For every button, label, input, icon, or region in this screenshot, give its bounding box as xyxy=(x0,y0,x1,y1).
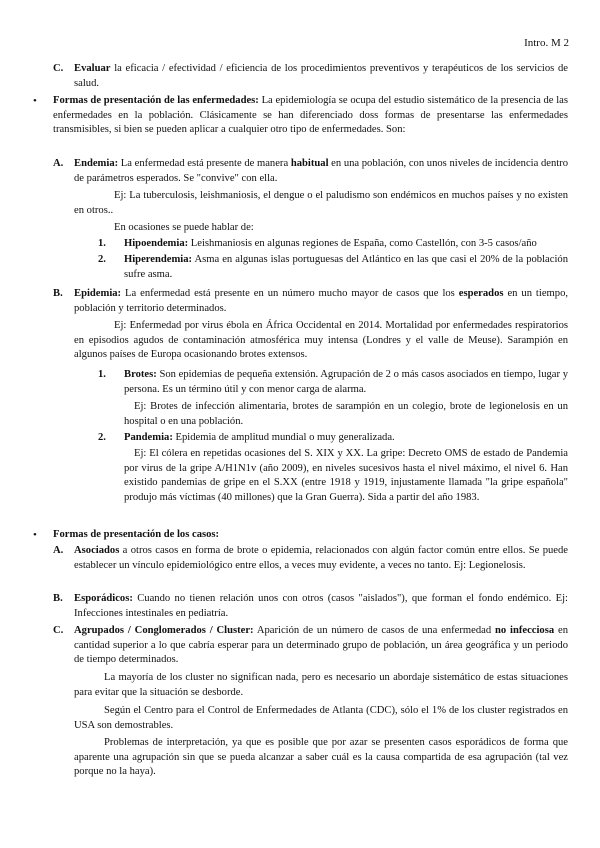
hiperendemia-num: 2. xyxy=(98,254,106,265)
epidemia-label: B. xyxy=(53,288,63,299)
pandemia-item xyxy=(124,431,568,446)
agrupados-item xyxy=(74,624,568,668)
pandemia-title: Pandemia: xyxy=(124,432,173,443)
formas-enfermedades-intro xyxy=(53,94,568,138)
endemia-example: Ej: La tuberculosis, leishmaniosis, el dengue o el paludismo son endémicos en muchos países y no existen en otros.. xyxy=(74,190,568,216)
asociados-title: Asociados xyxy=(74,545,120,556)
asociados-label: A. xyxy=(53,545,64,556)
endemia-text-2: en una población, con unos niveles de incidencia dentro de parámetros esperados. Se "convive" con ella. xyxy=(74,158,569,184)
endemia-note: En ocasiones se puede hablar de: xyxy=(114,222,254,233)
esporadicos-text: Cuando no tienen relación unos con otros (casos "aislados"), que forman el fondo endémico. Ej: Infecciones intestinales en pediatría. xyxy=(74,593,568,619)
agrupados-text-1: Aparición de un número de casos de una enfermedad xyxy=(253,625,495,636)
agrupados-text-2: en cantidad superior a lo que cabría esperar para un determinado grupo de población, un área geográfica y un periodo de tiempo determinados. xyxy=(74,625,568,666)
formas-casos-title: Formas de presentación de los casos: xyxy=(53,529,220,540)
endemia-label: A. xyxy=(53,158,64,169)
agrupados-title: Agrupados / Conglomerados / Cluster: xyxy=(74,625,254,636)
pandemia-num: 2. xyxy=(98,432,106,443)
brotes-num: 1. xyxy=(98,369,106,380)
section-title: Formas de presentación de las enfermedades: xyxy=(53,95,259,106)
endemia-title: Endemia: xyxy=(74,158,119,169)
endemia-definition xyxy=(74,157,568,186)
agrupados-paragraph-1: La mayoría de los cluster no significan nada, pero es necesario un abordaje sistemático de estas situaciones para evitar que la situación se desborde. xyxy=(74,672,568,698)
epidemia-definition xyxy=(74,287,568,316)
item-c-label: C. xyxy=(53,63,64,74)
agrupados-label: C. xyxy=(53,625,64,636)
epidemia-title: Epidemia: xyxy=(74,288,122,299)
brotes-item xyxy=(124,368,568,397)
hiperendemia-title: Hiperendemia: xyxy=(124,254,193,265)
agrupados-paragraph-2: Según el Centro para el Control de Enfermedades de Atlanta (CDC), sólo el 1% de los cluster registrados en USA son demostrables. xyxy=(74,705,568,731)
asociados-text: a otros casos en forma de brote o epidemia, relacionados con algún factor común entre ellos. Se puede establecer un vínculo epidemiológico entre ellos, a veces muy evidente, a veces no tanto. Ej: Legionelosis. xyxy=(74,545,568,571)
bullet: • xyxy=(33,95,37,107)
epidemia-bold: esperados xyxy=(458,288,504,299)
epidemia-example: Ej: Enfermedad por virus ébola en África Occidental en 2014. Mortalidad por enfermedades respiratorios en episodios agudos de contaminación atmosférica muy intensa (Londres y el valle de Meuse). Sarampión en algunos países de Europa ocasionando brotes extensos. xyxy=(74,320,568,361)
item-c-text: la eficacia / efectividad / eficiencia de los procedimientos preventivos y terapéuticos de los servicios de salud. xyxy=(74,63,568,89)
bullet: • xyxy=(33,529,37,541)
item-c-title: Evaluar xyxy=(74,63,111,74)
page-header: Intro. M 2 xyxy=(524,37,569,49)
endemia-bold: habitual xyxy=(290,158,329,169)
pandemia-text: Epidemia de amplitud mundial o muy generalizada. xyxy=(172,432,395,443)
esporadicos-title: Esporádicos: xyxy=(74,593,133,604)
hipoendemia-title: Hipoendemia: xyxy=(124,238,189,249)
hiperendemia-item xyxy=(124,253,568,282)
asociados-item xyxy=(74,544,568,573)
pandemia-example: Ej: El cólera en repetidas ocasiones del S. XIX y XX. La gripe: Decreto OMS de estado de Pandemia por virus de la gripe A/H1N1v (año 2009), en niveles sucesivos hasta el nivel máximo, el nivel 6. Han existido pandemias de gripe en el S.XX (entre 1918 y 1919, injustamente llamada "la gripe española" produjo más víctimas (40 millones) que la Gran Guerra). Sida a partir del año 1983. xyxy=(124,448,568,503)
section-text: La epidemiología se ocupa del estudio sistemático de la presencia de las enfermedades en la población. Clásicamente se han diferenciado doss formas de presentarse las enfermedades transmisibles, si bien se pueden aplicar a cualquier otro tipo de enfermedades. Son: xyxy=(53,95,568,136)
epidemia-text-1: La enfermedad está presente en un número mucho mayor de casos que los xyxy=(121,288,459,299)
agrupados-bold: no infecciosa xyxy=(494,625,555,636)
hipoendemia-text: Leishmaniosis en algunas regiones de España, como Castellón, con 3-5 casos/año xyxy=(188,238,537,249)
hipoendemia-item xyxy=(124,237,568,252)
brotes-example: Ej: Brotes de infección alimentaria, brotes de sarampión en un colegio, brote de legionelosis en un hospital o en una población. xyxy=(124,401,568,427)
esporadicos-item xyxy=(74,592,568,621)
item-c-evaluar xyxy=(74,62,568,91)
hiperendemia-text: Asma en algunas islas portuguesas del Atlántico en las que casi el 20% de la población sufre asma. xyxy=(124,254,568,280)
endemia-text-1: La enfermedad está presente de manera xyxy=(118,158,291,169)
hipoendemia-num: 1. xyxy=(98,238,106,249)
esporadicos-label: B. xyxy=(53,593,63,604)
agrupados-paragraph-3: Problemas de interpretación, ya que es posible que por azar se presenten casos esporádicos de forma que aparente una agrupación sin que se pueda alcanzar a saber cuál es la causa compartida de esa agrupación (tal vez porque no la haya). xyxy=(74,737,568,778)
brotes-text: Son epidemias de pequeña extensión. Agrupación de 2 o más casos asociados en tiempo, lugar y persona. Es un término útil y con menor carga de alarma. xyxy=(124,369,568,395)
brotes-title: Brotes: xyxy=(124,369,157,380)
epidemia-text-2: en un tiempo, población y territorio determinados. xyxy=(74,288,569,314)
